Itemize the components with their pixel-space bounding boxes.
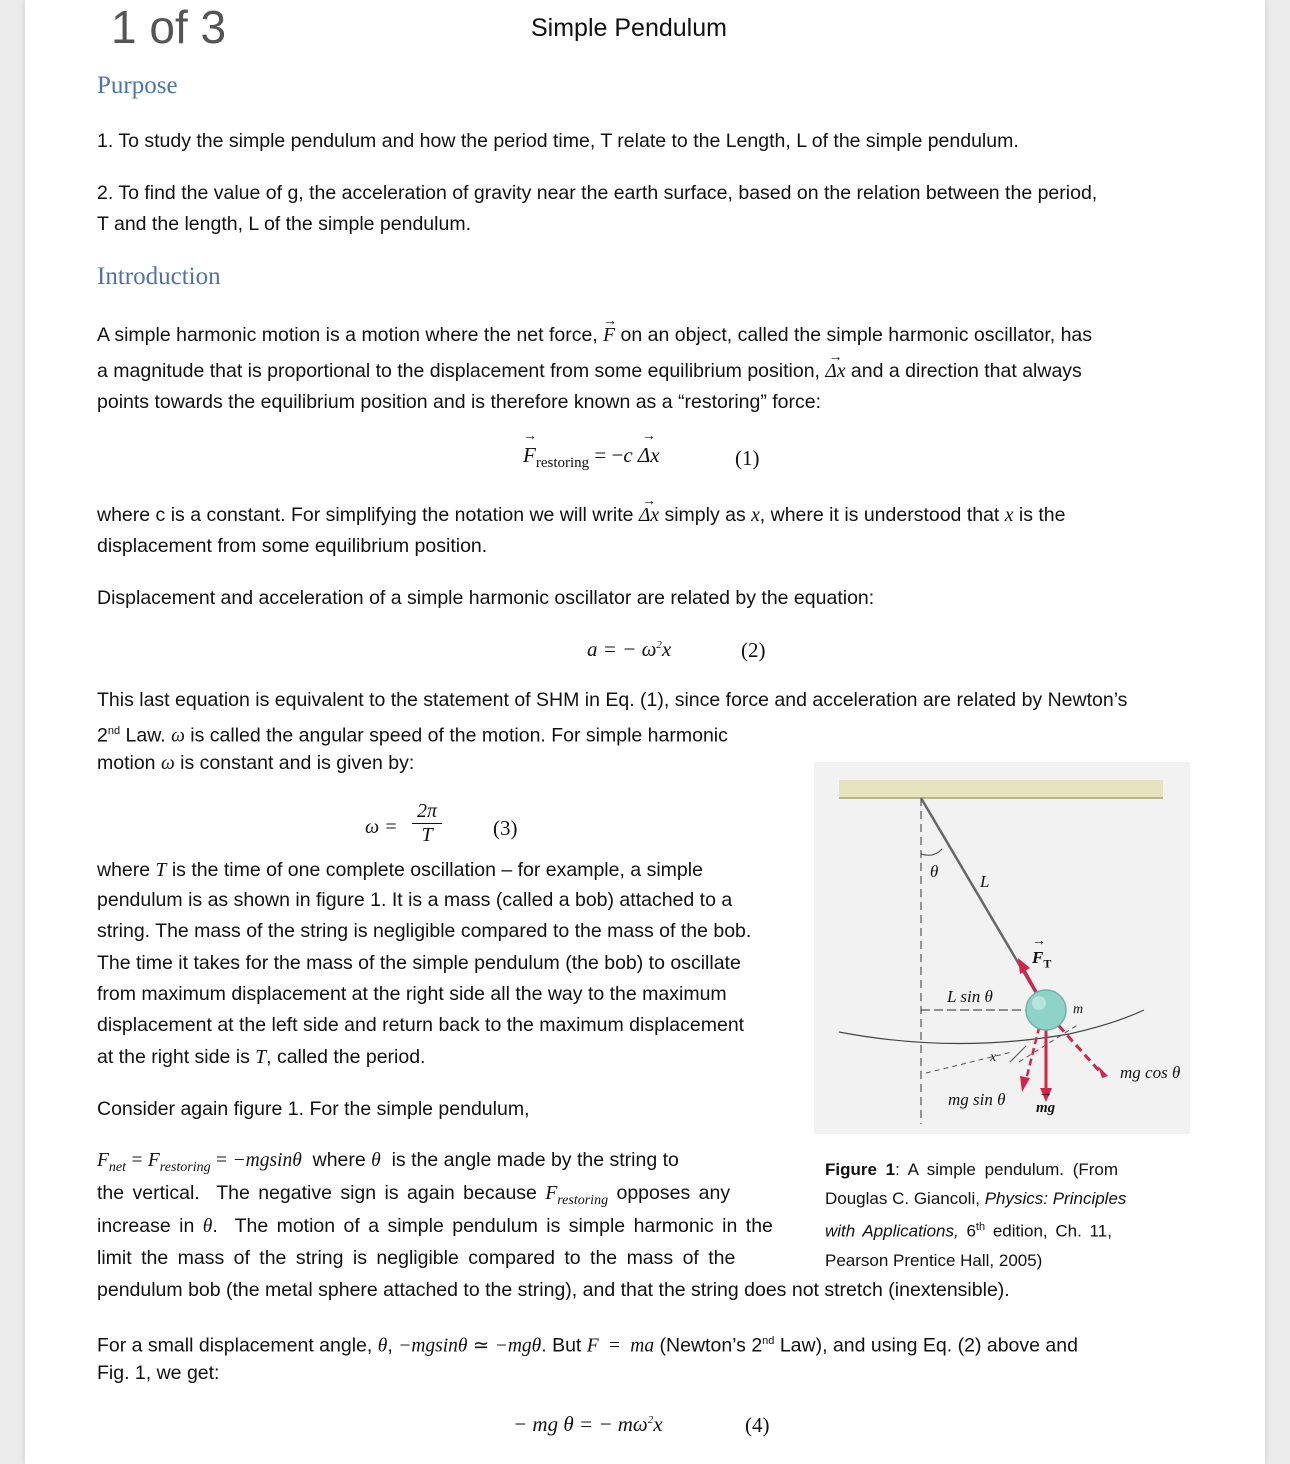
intro-p7-line2: the vertical. The negative sign is again because $F_{restoring}$ opposes any [97,1182,731,1208]
intro-p5-line4: The time it takes for the mass of the simple pendulum (the bob) to oscillate [97,952,741,974]
label-mg-cos-theta: mg cos θ [1120,1063,1181,1082]
equation-3-lhs: ω = [365,816,398,838]
intro-p5-line3: string. The mass of the string is negligible compared to the mass of the bob. [97,920,752,942]
intro-p2-line1: where c is a constant. For simplifying the notation we will write → Δx simply as x, where it is understood that x is the [97,500,1065,531]
intro-p1-line2: a magnitude that is proportional to the displacement from some equilibrium position, → Δx and a direction that always [97,356,1082,387]
equation-1-number: (1) [735,446,760,470]
equation-1: → $F_{restoring} = -c \to \Delta x$ [523,443,660,472]
intro-p1-line3: points towards the equilibrium position and is therefore known as a “restoring” force: [97,391,822,413]
intro-p7-line5: pendulum bob (the metal sphere attached to the string), and that the string does not stretch (inextensible). [97,1279,1010,1301]
label-x: x [990,1050,997,1065]
purpose-item-2b: T and the length, L of the simple pendulum. [97,213,471,235]
purpose-heading: Purpose [97,72,178,99]
intro-p7-line1: $F_{net} = F_{restoring} = -mgsin\theta$ where θ is the angle made by the string to [97,1149,679,1175]
intro-p5-line6: displacement at the left side and return back to the maximum displacement [97,1014,745,1036]
intro-p8-line2: Fig. 1, we get: [97,1362,220,1384]
intro-p8-line1: For a small displacement angle, θ, −mgsinθ ≃ −mgθ. But F = ma (Newton’s 2nd Law), and using Eq. (2) above and [97,1334,1078,1357]
pendulum-bob [1026,990,1066,1030]
intro-p4-line2: 2nd Law. ω is called the angular speed of the motion. For simple harmonic [97,724,728,747]
intro-p6: Consider again figure 1. For the simple pendulum, [97,1098,530,1120]
equation-2-number: (2) [741,638,766,662]
equation-4: − mg θ = − $m\omega^2x$ [513,1412,663,1436]
figure-caption: Figure 1: A simple pendulum. (From Douglas C. Giancoli, Physics: Principles with Applications, 6th edition, Ch. 11, Pearson Prentice Hall, 2005) [825,1160,1127,1270]
page-indicator: 1 of 3 [111,1,227,53]
intro-p4-line3: motion ω is constant and is given by: [97,752,415,774]
label-mass: m [1073,1002,1084,1017]
introduction-heading: Introduction [97,263,221,290]
intro-p5-line7: at the right side is T, called the period. [97,1046,426,1068]
intro-p5-line5: from maximum displacement at the right side all the way to the maximum [97,983,727,1005]
label-theta: θ [930,862,939,881]
ceiling [839,780,1163,798]
equation-3-fraction: 2π T [412,800,442,846]
equation-2: a = − $\omega^2x$ [587,637,672,661]
intro-p5-line1: where T is the time of one complete oscillation – for example, a simple [97,859,703,881]
label-mg: → mg [1036,1100,1055,1117]
intro-p5-line2: pendulum is as shown in figure 1. It is a mass (called a bob) attached to a [97,889,733,911]
document-page [25,0,1265,1464]
purpose-item-1: 1. To study the simple pendulum and how the period time, T relate to the Length, L of the simple pendulum. [97,130,1019,152]
label-L: L [980,872,990,891]
label-mg-sin-theta: mg sin θ [948,1090,1006,1109]
equation-3-number: (3) [493,816,518,840]
intro-p4-line1: This last equation is equivalent to the statement of SHM in Eq. (1), since force and acceleration are related by Newton’s [97,689,1128,711]
page-title: Simple Pendulum [531,14,727,42]
intro-p7-line3: increase in θ. The motion of a simple pendulum is simple harmonic in the [97,1215,773,1237]
intro-p2-line2: displacement from some equilibrium position. [97,535,488,557]
label-L-sin-theta: L sin θ [947,987,993,1006]
purpose-item-2a: 2. To find the value of g, the acceleration of gravity near the earth surface, based on the relation between the period, [97,182,1098,204]
equation-4-number: (4) [745,1413,770,1437]
label-FT: → $F_T$ [1032,948,1051,971]
intro-p3: Displacement and acceleration of a simple harmonic oscillator are related by the equation: [97,587,875,609]
pendulum-figure [814,762,1190,1134]
intro-p1-line1: A simple harmonic motion is a motion where the net force, → F on an object, called the simple harmonic oscillator, has [97,320,1092,351]
intro-p7-line4: limit the mass of the string is negligible compared to the mass of the [97,1247,736,1269]
